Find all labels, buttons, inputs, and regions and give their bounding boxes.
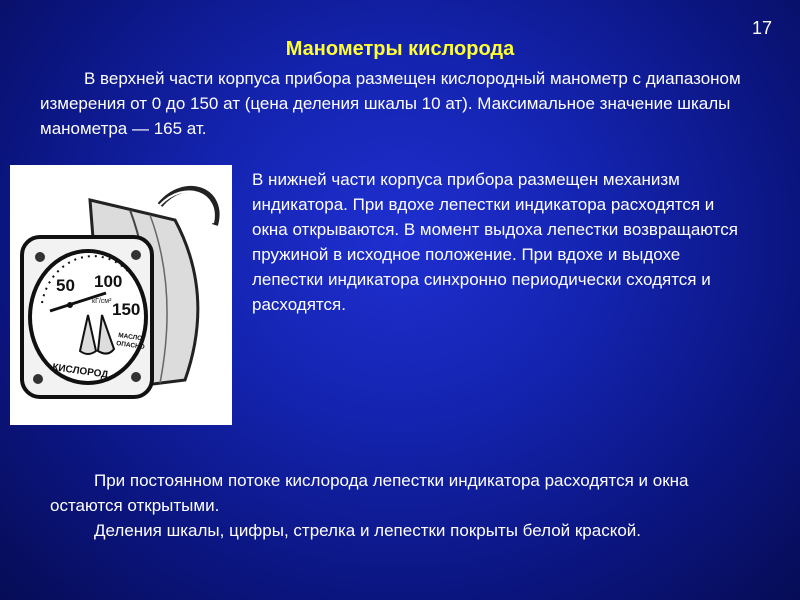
- dial-oil-warning-2: ОПАСНО: [115, 340, 146, 351]
- paragraph-upper-gauge-text: В верхней части корпуса прибора размещен кислородный манометр с диапазоном измерения от 0 до 150 ат (цена деления шкалы 10 ат). Максимальное значение шкалы манометра — 165 ат.: [40, 69, 741, 138]
- screw-bottom-left-icon: [33, 374, 43, 384]
- dial-unit-label: кГ/см²: [92, 298, 112, 305]
- slide-number: 17: [751, 18, 772, 38]
- manometer-illustration: [10, 165, 232, 425]
- dial-label-50: 50: [56, 276, 75, 295]
- paragraph-indicator: В нижней части корпуса прибора размещен механизм индикатора. При вдохе лепестки индикатора расходятся и окна открываются. В момент выдоха лепестки возвращаются пружиной в исходное положение. При вдохе и выдохе лепестки индикатора синхронно периодически сходятся и расходятся.: [252, 170, 738, 314]
- dial-label-100: 100: [94, 272, 123, 291]
- dial-name-label: КИСЛОРОД: [51, 362, 109, 381]
- paragraph-upper-gauge: [40, 66, 770, 141]
- dial-oil-warning-1: МАСЛО: [117, 332, 143, 343]
- paragraph-constant-flow-text: При постоянном потоке кислорода лепестки индикатора расходятся и окна остаются открытыми.: [50, 471, 689, 515]
- screw-bottom-right-icon: [131, 372, 141, 382]
- screw-top-left-icon: [35, 252, 45, 262]
- slide-title: Манометры кислорода: [285, 38, 515, 60]
- needle-pivot: [67, 302, 73, 308]
- dial-label-150: 150: [112, 300, 141, 319]
- manometer-drawing: [10, 165, 232, 425]
- paragraph-constant-flow: [50, 468, 750, 543]
- screw-top-right-icon: [131, 250, 141, 260]
- paragraph-paint-text: Деления шкалы, цифры, стрелка и лепестки покрыты белой краской.: [94, 521, 642, 540]
